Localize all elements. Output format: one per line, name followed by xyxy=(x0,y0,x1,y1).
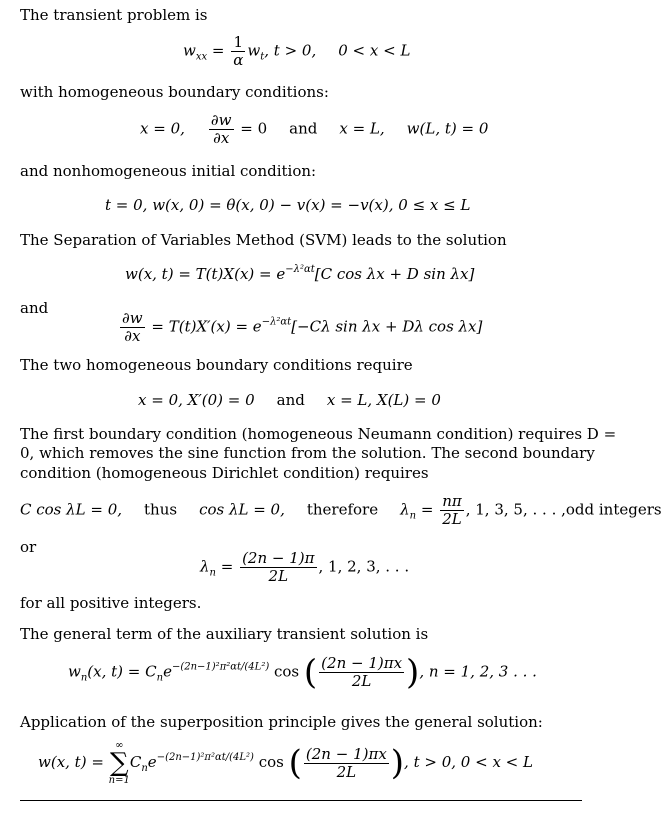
gs-cos: cos xyxy=(253,753,289,771)
eig2-lambda: λ xyxy=(200,557,210,576)
equation-bc xyxy=(140,112,488,147)
eig2-frac-den: 2L xyxy=(268,567,289,585)
gs-exp: −(2n−1)²π²αt/(4L²) xyxy=(156,752,254,763)
eig-frac-den: 2L xyxy=(442,510,462,528)
gs-frac-num: (2n − 1)πx xyxy=(305,744,387,763)
gs-tail: , t > 0, 0 < x < L xyxy=(404,753,533,771)
eig-lambda-sub: n xyxy=(409,510,417,522)
gs-sum-bottom: n=1 xyxy=(108,775,130,786)
eig-therefore: therefore xyxy=(306,500,379,519)
gt-c-sub: n xyxy=(156,672,164,684)
equation-derivative xyxy=(118,310,482,345)
gt-b: (x, t) = C xyxy=(87,662,157,681)
pde-frac-den: α xyxy=(233,51,244,69)
deriv-frac-num: ∂w xyxy=(122,309,143,327)
gs-sum-top: ∞ xyxy=(115,740,124,751)
equation-general-solution xyxy=(38,740,533,786)
eig-a: C cos λL = 0, xyxy=(20,500,123,519)
gs-sum-symbol: ∑ xyxy=(109,748,129,778)
equation-svm-solution xyxy=(125,264,474,283)
bc-and: and xyxy=(289,119,318,138)
pde-rhs: w xyxy=(247,41,261,60)
gs-e: e xyxy=(147,753,157,771)
gs-sum xyxy=(109,740,130,786)
bc-xL: x = L, xyxy=(339,119,385,138)
gt-exp: −(2n−1)²π²αt/(4L²) xyxy=(171,661,270,673)
text-svm: The Separation of Variables Method (SVM) leads to the solution xyxy=(20,231,507,249)
pde-lhs: w xyxy=(183,41,196,60)
gs-frac xyxy=(304,746,389,781)
text-or: or xyxy=(20,538,37,556)
pde-rhs-sub: t xyxy=(260,51,265,63)
eig-b: cos λL = 0, xyxy=(199,500,285,519)
deriv-b: [−Cλ sin λx + Dλ cos λx] xyxy=(291,317,483,336)
gt-cos: cos xyxy=(269,662,304,681)
eig-c: , 1, 3, 5, . . . ,odd integers xyxy=(465,500,662,519)
gt-tail: , n = 1, 2, 3 . . . xyxy=(419,662,537,681)
text-homogeneous-bc: with homogeneous boundary conditions: xyxy=(20,83,329,101)
eig2-eq: = xyxy=(215,557,239,576)
text-superposition: Application of the superposition principle gives the general solution: xyxy=(20,713,543,731)
gt-frac-num: (2n − 1)πx xyxy=(321,654,403,672)
eig-frac xyxy=(440,493,464,528)
svm-a: w(x, t) = T(t)X(x) = e xyxy=(125,265,286,283)
gs-c: C xyxy=(129,753,142,771)
svm-b: [C cos λx + D sin λx] xyxy=(314,265,475,283)
gt-e: e xyxy=(163,662,172,681)
eig2-frac-num: (2n − 1)π xyxy=(242,549,315,567)
text-positive-integers: for all positive integers. xyxy=(20,594,202,612)
deriv-frac xyxy=(120,310,145,345)
deriv-exp: −λ²αt xyxy=(261,316,292,328)
gt-frac-den: 2L xyxy=(351,672,372,690)
eig-lambda: λ xyxy=(400,500,410,519)
text-first-bc-2: 0, which removes the sine function from the solution. The second boundary xyxy=(20,444,595,462)
bc-x0: x = 0, xyxy=(140,119,185,138)
gs-a: w(x, t) = xyxy=(38,753,109,771)
eig-eq: = xyxy=(416,500,439,519)
gt-w-sub: n xyxy=(80,672,88,684)
gs-rparen: ) xyxy=(390,743,405,783)
equation-general-term xyxy=(68,652,537,693)
equation-ic xyxy=(105,196,470,214)
eig-thus: thus xyxy=(144,500,178,519)
equation-eigenvalues-alt xyxy=(200,550,409,585)
text-first-bc-3: condition (homogeneous Dirichlet condition) requires xyxy=(20,464,429,482)
gs-lparen: ( xyxy=(288,743,302,783)
gt-w: w xyxy=(68,662,81,681)
gt-frac xyxy=(319,655,404,690)
text-first-bc-1: The first boundary condition (homogeneous Neumann condition) requires D = xyxy=(20,425,617,443)
bc-frac-num: ∂w xyxy=(210,111,232,129)
gt-rparen: ) xyxy=(406,652,420,693)
bcx-and: and xyxy=(276,391,305,409)
pde-frac-num: 1 xyxy=(231,34,245,52)
bcx-a: x = 0, X′(0) = 0 xyxy=(138,391,255,409)
bc-wL: w(L, t) = 0 xyxy=(406,119,489,138)
pde-eq: = xyxy=(207,41,230,60)
text-two-bc: The two homogeneous boundary conditions require xyxy=(20,356,413,374)
bc-frac xyxy=(209,112,234,147)
svm-exp: −λ²αt xyxy=(285,264,315,275)
bc-eq-zero: = 0 xyxy=(235,119,268,138)
eig2-lambda-sub: n xyxy=(209,567,216,579)
bcx-b: x = L, X(L) = 0 xyxy=(326,391,441,409)
bottom-rule xyxy=(20,800,582,801)
equation-eigenvalues xyxy=(20,493,662,528)
ic-text: t = 0, w(x, 0) = θ(x, 0) − v(x) = −v(x), 0 ≤ x ≤ L xyxy=(105,196,471,214)
pde-cond-2: 0 < x < L xyxy=(338,41,411,60)
bc-frac-den: ∂x xyxy=(213,129,230,147)
pde-frac xyxy=(231,34,245,69)
eig2-c: , 1, 2, 3, . . . xyxy=(318,557,410,576)
eig-frac-num: nπ xyxy=(442,492,462,510)
deriv-a: = T(t)X′(x) = e xyxy=(146,317,262,336)
pde-cond-1: , t > 0, xyxy=(264,41,317,60)
gs-frac-den: 2L xyxy=(336,762,357,781)
text-general-term: The general term of the auxiliary transient solution is xyxy=(20,625,429,643)
equation-bc-x xyxy=(138,391,441,409)
text-and: and xyxy=(20,299,49,317)
deriv-frac-den: ∂x xyxy=(124,327,141,345)
text-transient-problem: The transient problem is xyxy=(20,6,208,24)
gt-lparen: ( xyxy=(303,652,318,693)
text-initial-condition: and nonhomogeneous initial condition: xyxy=(20,162,317,180)
pde-lhs-sub: xx xyxy=(195,51,208,63)
gs-c-sub: n xyxy=(141,763,148,774)
eig2-frac xyxy=(240,550,316,585)
equation-pde xyxy=(183,34,410,69)
